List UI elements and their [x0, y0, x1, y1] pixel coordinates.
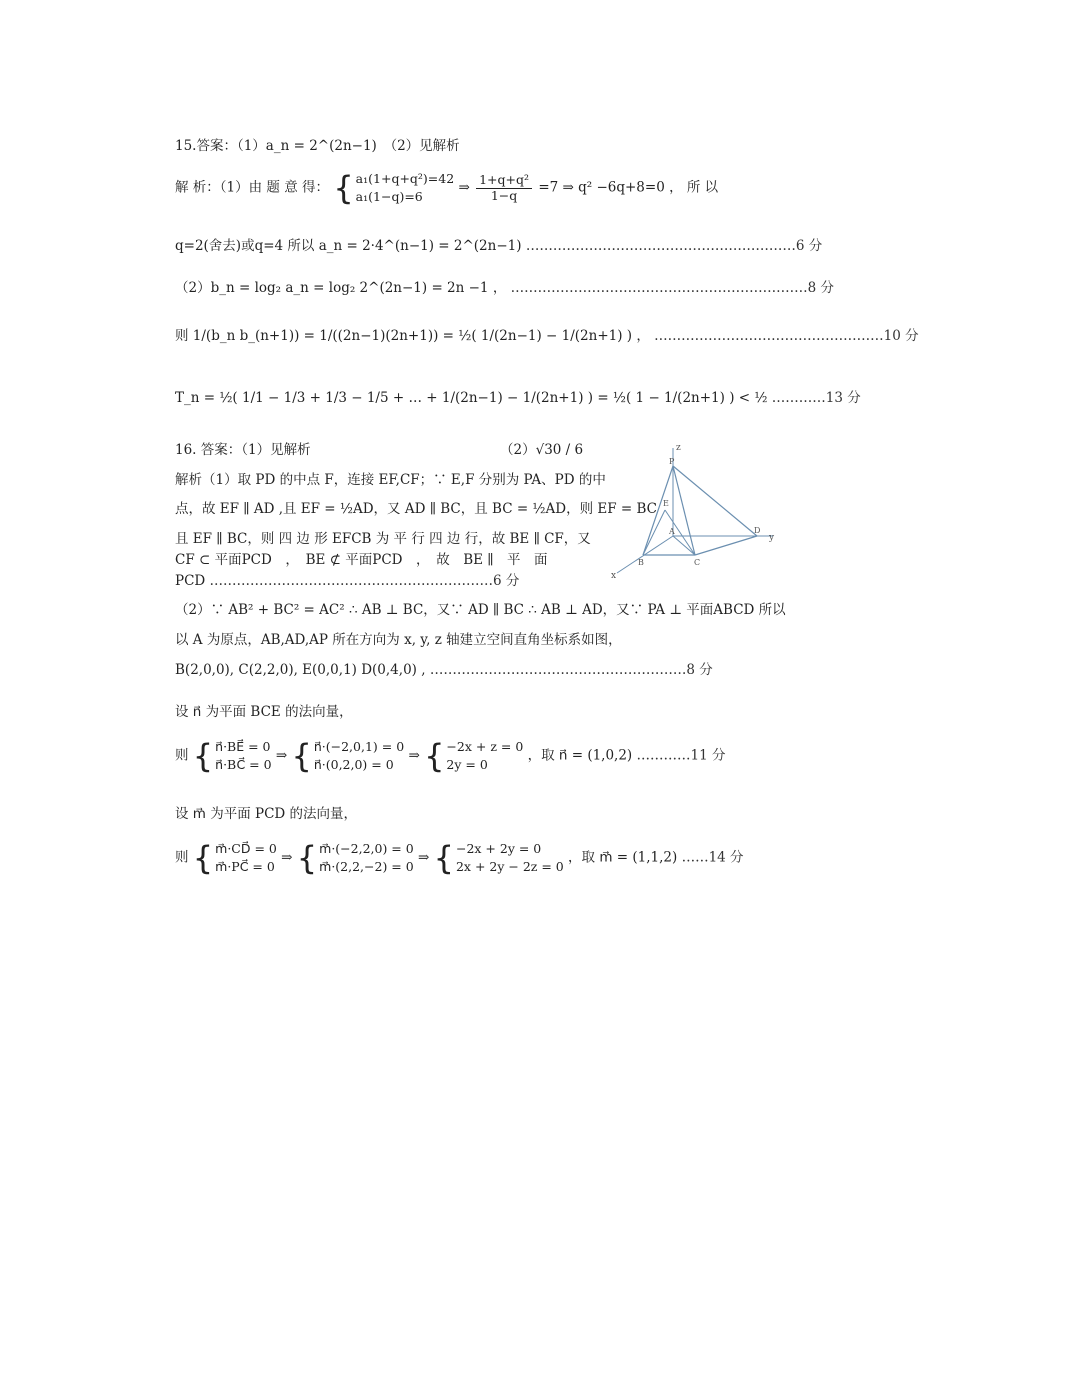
- q16-p8-text: B(2,0,0), C(2,2,0), E(0,0,1) D(0,4,0) ,: [175, 662, 426, 678]
- q16-header-answer2: （2）√30 / 6: [500, 442, 584, 458]
- score-marker: ……………………………………………………6 分: [525, 238, 823, 254]
- q16-p12: [175, 839, 744, 877]
- q16-p1: 解析（1）取 PD 的中点 F，连接 EF,CF；∵ E,F 分别为 PA、PD 的中: [175, 472, 606, 488]
- system-c: [424, 737, 524, 775]
- system-c: [433, 839, 564, 877]
- q15-line4: [175, 330, 919, 344]
- q16-p5: [175, 575, 519, 589]
- q15-solution-line1: [175, 169, 719, 207]
- label-p: P: [669, 457, 675, 466]
- system-row: m⃗·(−2,2,0) = 0: [319, 840, 414, 856]
- implies-symbol: ⇒: [275, 747, 292, 764]
- q15-line3-text: （2）b_n = log₂ a_n = log₂ 2^(2n−1) = 2n −1 ，: [175, 280, 507, 296]
- system-a: [192, 737, 272, 775]
- q15-line5: [175, 392, 861, 406]
- implies-symbol: ⇒: [281, 849, 297, 866]
- system-a: [192, 839, 277, 877]
- q15-step1-tail: =7 ⇒ q² −6q+8=0 ， 所 以: [538, 179, 719, 196]
- q15-system: [333, 169, 455, 207]
- q15-sys-row2: a₁(1−q)=6: [355, 189, 423, 204]
- label-x: x: [611, 571, 617, 581]
- score-marker: …………………………………………………………8 分: [510, 280, 835, 296]
- q15-line5-expression: T_n = ½( 1/1 − 1/3 + 1/3 − 1/5 + … + 1/(2n−1) − 1/(2n+1) ) = ½( 1 − 1/(2n+1) ) < ½: [175, 390, 768, 406]
- q16-p2: 点，故 EF ∥ AD ,且 EF = ½AD，又 AD ∥ BC，且 BC = ½AD，则 EF = BC: [175, 501, 657, 517]
- q16-p5-text: PCD: [175, 573, 206, 589]
- q15-step1-fraction: [476, 174, 532, 202]
- implies-symbol: ⇒: [458, 179, 475, 196]
- q15-line2: [175, 240, 822, 254]
- system-row: m⃗·(2,2,−2) = 0: [319, 859, 414, 874]
- brace-symbol: {: [291, 737, 312, 775]
- system-row: n⃗·BE⃗ = 0: [215, 738, 271, 754]
- score-marker: ……14 分: [681, 849, 744, 866]
- q16-p10: [175, 737, 726, 775]
- q15-jiexi-prefix: 解 析：（1）由 题 意 得：: [175, 179, 330, 196]
- score-marker: ……………………………………………10 分: [654, 328, 919, 344]
- q16-p4: CF ⊂ 平面PCD ， BE ⊄ 平面PCD ， 故 BE ∥ 平 面: [175, 552, 548, 568]
- edge-pd: [673, 466, 757, 536]
- label-d: D: [754, 526, 761, 535]
- q15-line2-text: q=2(舍去)或q=4 所以 a_n = 2·4^(n−1) = 2^(2n−1): [175, 238, 522, 254]
- brace-symbol: {: [192, 737, 214, 775]
- edge-pc: [673, 466, 695, 555]
- brace-symbol: {: [192, 839, 214, 877]
- system-row: m⃗·CD⃗ = 0: [215, 840, 277, 856]
- score-marker: ………………………………………………………6 分: [209, 573, 520, 589]
- score-marker: …………………………………………………8 分: [429, 662, 713, 678]
- system-row: m⃗·PC⃗ = 0: [215, 859, 275, 874]
- q16-header: 16. 答案：（1）见解析: [175, 442, 311, 458]
- system-row: 2x + 2y − 2z = 0: [455, 859, 564, 874]
- q15-line4-prefix: 则: [175, 328, 189, 344]
- q16-p10-prefix: 则: [175, 747, 189, 764]
- system-row: n⃗·(−2,0,1) = 0: [313, 738, 405, 754]
- brace-symbol: {: [424, 737, 445, 775]
- q16-p3: 且 EF ∥ BC，则 四 边 形 EFCB 为 平 行 四 边 行，故 BE ∥ CF，又: [175, 531, 591, 547]
- implies-symbol: ⇒: [408, 747, 425, 764]
- score-marker: …………13 分: [771, 390, 861, 406]
- label-c: C: [694, 558, 701, 567]
- system-row: 2y = 0: [446, 757, 488, 772]
- q16-p9: 设 n⃗ 为平面 BCE 的法向量，: [175, 704, 353, 720]
- system-b: [291, 737, 405, 775]
- pyramid-coordinate-figure: [605, 438, 780, 583]
- label-e: E: [663, 499, 669, 508]
- system-row: −2x + 2y = 0: [455, 840, 542, 856]
- score-marker: …………11 分: [636, 747, 726, 764]
- brace-symbol: {: [333, 169, 354, 207]
- q16-p8: [175, 664, 713, 678]
- system-row: −2x + z = 0: [446, 738, 524, 754]
- implies-symbol: ⇒: [418, 849, 434, 866]
- label-a: A: [669, 527, 675, 536]
- q16-p11: 设 m⃗ 为平面 PCD 的法向量，: [175, 806, 358, 822]
- q15-line3: [175, 282, 834, 296]
- q16-p7: 以 A 为原点，AB,AD,AP 所在方向为 x, y, z 轴建立空间直角坐标系如图，: [175, 632, 622, 648]
- fraction-numerator: 1+q+q²: [476, 174, 532, 189]
- brace-symbol: {: [296, 839, 318, 877]
- q15-header: 15.答案：（1）a_n = 2^(2n−1) （2）见解析: [175, 138, 460, 154]
- edge-cd: [695, 536, 757, 555]
- label-y: y: [769, 533, 775, 543]
- label-b: B: [638, 558, 644, 567]
- q16-p12-prefix: 则: [175, 849, 189, 866]
- q16-p6: （2）∵ AB² + BC² = AC² ∴ AB ⊥ BC，又∵ AD ∥ BC ∴ AB ⊥ AD，又∵ PA ⊥ 平面ABCD 所以: [175, 602, 786, 618]
- q16-p12-tail: ，取 m⃗ = (1,1,2): [568, 849, 678, 866]
- brace-symbol: {: [433, 839, 454, 877]
- q16-p10-tail: ，取 n⃗ = (1,0,2): [527, 747, 633, 764]
- label-z: z: [676, 443, 681, 453]
- q15-line4-expression: 1/(b_n b_(n+1)) = 1/((2n−1)(2n+1)) = ½( 1/(2n−1) − 1/(2n+1) ) ，: [192, 328, 650, 344]
- q15-sys-row1: a₁(1+q+q²)=42: [355, 170, 455, 186]
- system-row: n⃗·(0,2,0) = 0: [313, 757, 394, 772]
- fraction-denominator: 1−q: [490, 187, 518, 203]
- edge-pb: [643, 466, 673, 555]
- system-b: [296, 839, 414, 877]
- system-row: n⃗·BC⃗ = 0: [215, 757, 272, 772]
